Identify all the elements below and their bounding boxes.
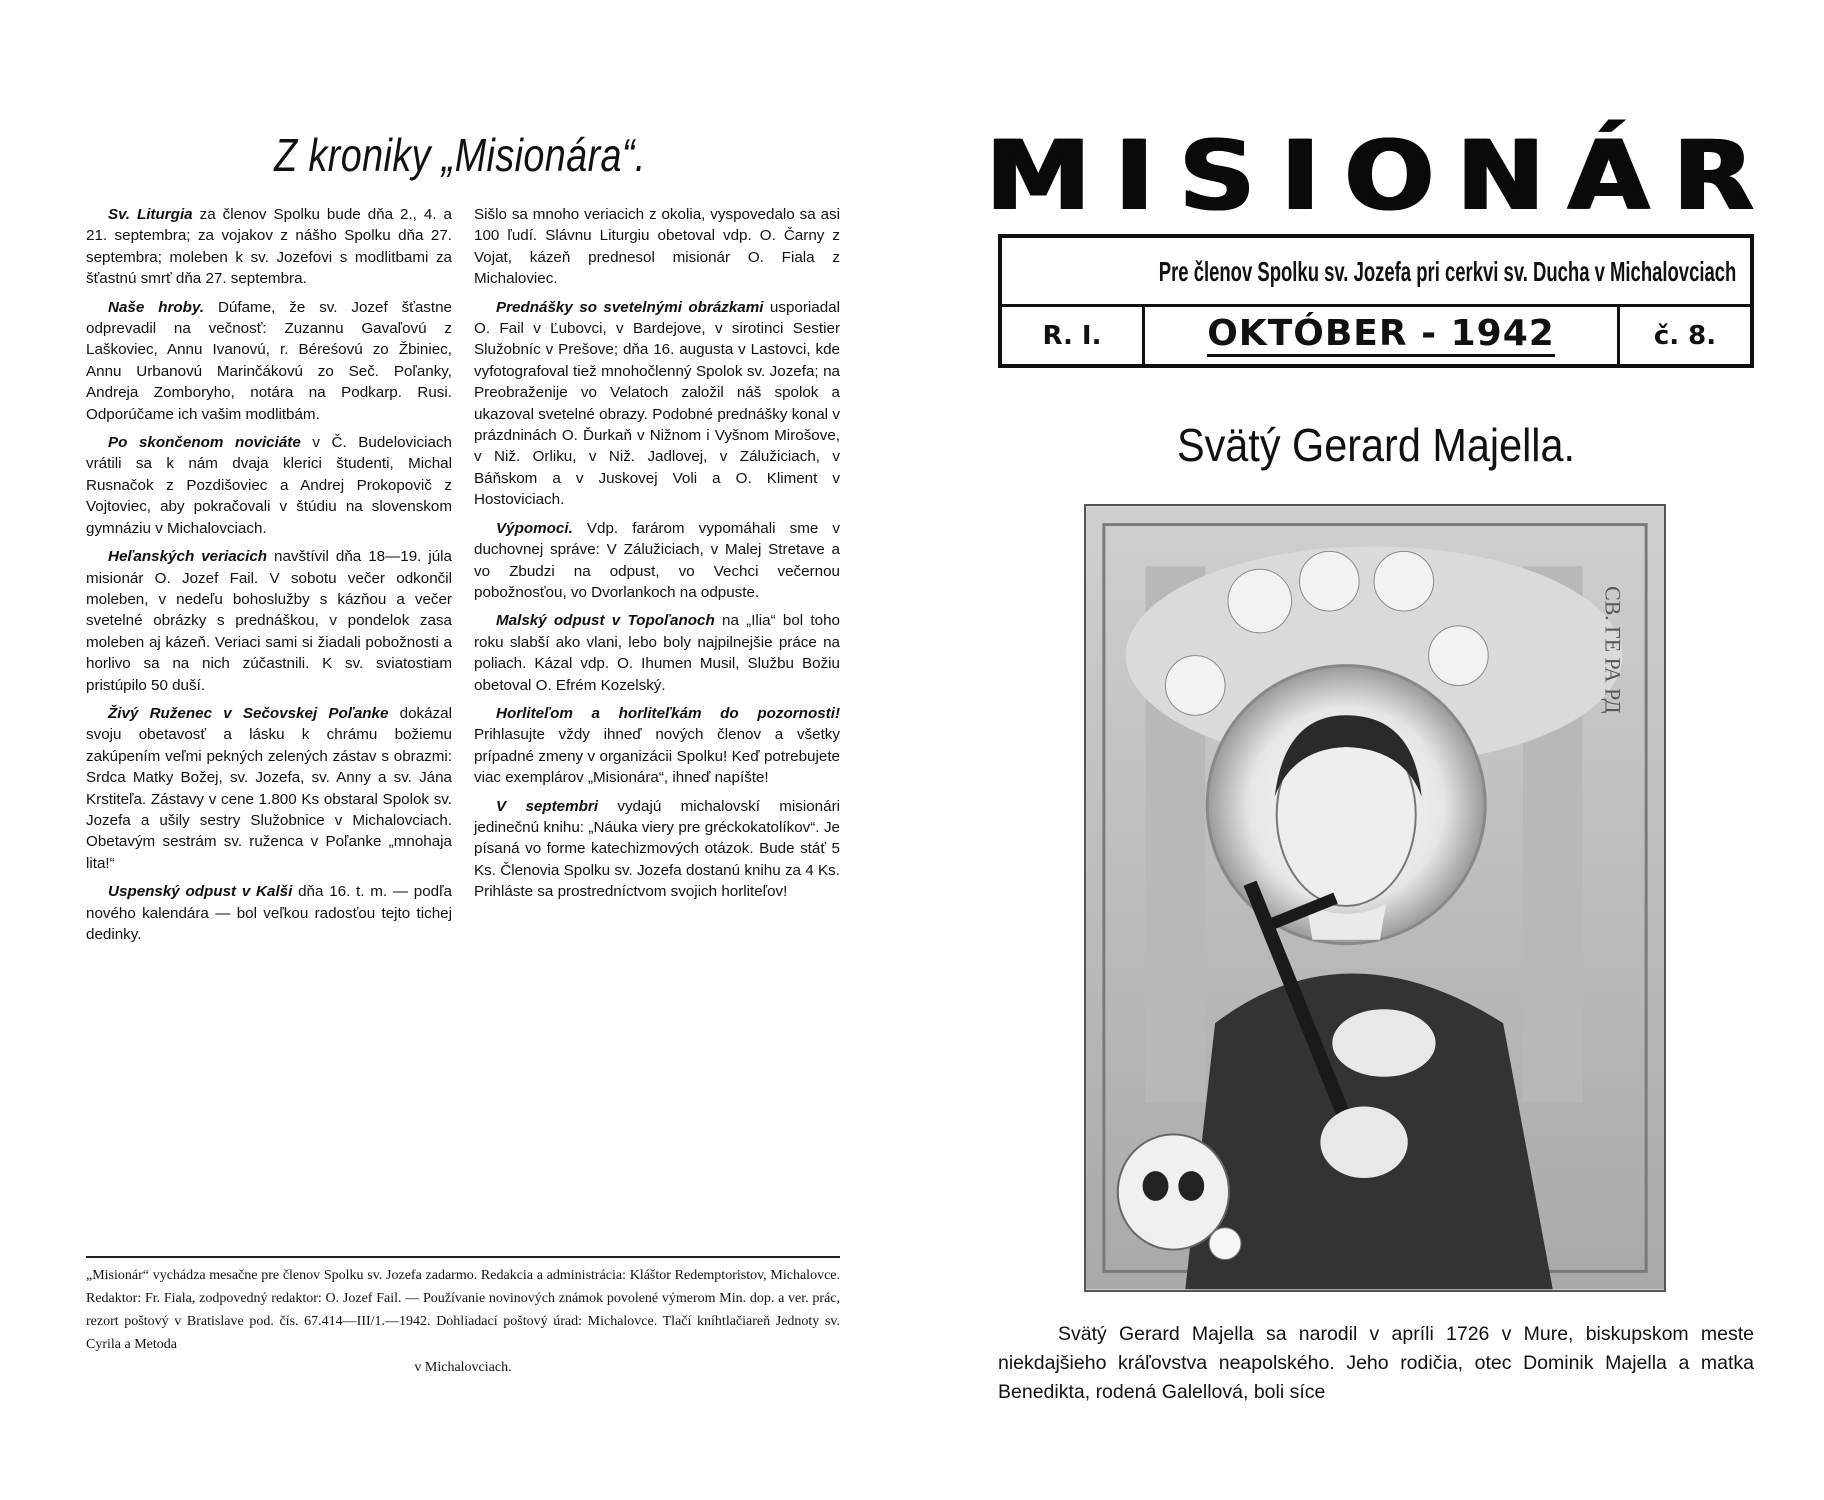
paragraph-text: dňa 16. t. m. — podľa nového kalendára — bol veľkou radosťou tejto tichej dedinky.	[86, 883, 452, 943]
paragraph-lead: Uspenský odpust v Kalši	[108, 883, 293, 901]
paragraph-lead: Malský odpust v Topoľanoch	[496, 612, 715, 630]
cherub-head	[1300, 551, 1360, 611]
paragraph-text: na „Ilia“ bol toho roku slabší ako vlani, lebo boly najpilnejšie práce na poliach. Kázal vdp. O. Ihumen Musil, Službu Božiu obetoval O. Efrém Kozelský.	[474, 612, 840, 694]
chronicle-title: Z kroniky „Misionára“.	[274, 129, 646, 181]
skull-eye	[1143, 1171, 1169, 1201]
cherub-head	[1228, 569, 1292, 633]
masthead-letter: N	[1456, 120, 1545, 232]
paragraph-text: dokázal svoju obetavosť a lásku k chrámu božiemu zakúpením veľmi pekných zelených zástav s obrazmi: Srdca Matky Božej, sv. Jozefa, sv. Anny a sv. Jána Krstiteľa. Zástavy v cene 1.800 Ks obstaral Spolok sv. Jozefa a ušily sestry Služobnice v Michalovciach. Obetavým sestrám sv. ruženca v Poľanke „mnohaja lita!“	[86, 704, 453, 872]
issue-date: OKTÓBER - 1942	[1207, 314, 1555, 357]
skull-eye	[1178, 1171, 1204, 1201]
paragraph-lead: Po skončenom noviciáte	[108, 434, 301, 452]
masthead-letter: M	[985, 120, 1091, 232]
paragraph-lead: Horliteľom a horliteľkám do pozornosti!	[496, 704, 840, 722]
cherub-head	[1429, 626, 1489, 686]
paragraph-lead: Prednášky so svetelnými obrázkami	[496, 298, 764, 316]
saint-hand	[1320, 1107, 1407, 1179]
saint-portrait	[1084, 504, 1666, 1292]
masthead-letter: S	[1178, 120, 1255, 232]
chronicle-paragraph	[86, 204, 452, 290]
paragraph-lead: Naše hroby.	[108, 298, 205, 316]
volume-label: R. I.	[1002, 307, 1145, 364]
lily-flower	[1209, 1228, 1241, 1260]
paragraph-text: navštívil dňa 18—19. júla misionár O. Jozef Fail. V sobotu večer odkončil moleben, v nedeľu bohoslužby s kázňou a večer svetelné obrázky s prednáškou, v pondelok zasa moleben aj kázeň. Veriaci sami si žiadali pobožnosti a horlivo sa na nich zúčastnili. K sv. sviatostiam pristúpilo 50 duší.	[86, 548, 453, 694]
paragraph-lead: Živý Ruženec v Sečovskej Poľanke	[108, 704, 389, 722]
paragraph-text: Vdp. farárom vypomáhali sme v duchovnej správe: V Zálužiciach, v Malej Stretave a vo Zbudzi na odpust, vo Vechci večernou pobožnosťou, vo Dvorlankoch na odpuste.	[474, 519, 840, 601]
saint-hand	[1332, 1009, 1435, 1077]
chronicle-paragraph	[474, 703, 840, 789]
paragraph-text: Prihlasujte vždy ihneď nových členov a všetky prípadné zmeny v organizácii Spolku! Keď potrebujete viac exemplárov „Misionára“, ihneď napíšte!	[474, 726, 840, 787]
paragraph-lead: Sv. Liturgia	[108, 206, 193, 223]
right-page	[912, 0, 1824, 1500]
paragraph-lead: V septembri	[496, 797, 599, 815]
paragraph-text: Dúfame, že sv. Jozef šťastne odprevadil na večnosť: Zuzannu Gavaľovú z Laškoviec, Annu Ivanovú, r. Béreśovú zo Žbiniec, Annu Urbanovú Marinčákovú zo Seč. Poľanky, Andreja Zomboryho, notára na Podkarp. Rusi. Odporúčame ich vašim modlitbám.	[86, 298, 453, 423]
issue-date-cell	[1145, 307, 1617, 364]
portrait-illustration	[1086, 506, 1664, 1290]
masthead-letter: I	[1114, 120, 1154, 232]
icon-inscription: СВ. ГЕ РА РД	[1600, 586, 1625, 714]
paragraph-text: v Č. Budeloviciach vrátili sa k nám dvaja klerici študenti, Michal Rusnačok z Pozdišoviec a Andrej Prokopovič z Vojtoviec, aby pokračovali v štúdiu na slovenskom gymnáziu v Michalovciach.	[86, 434, 452, 537]
chronicle-paragraph	[474, 796, 840, 903]
chronicle-paragraph	[86, 432, 452, 539]
chronicle-paragraph	[86, 881, 452, 945]
article-title: Svätý Gerard Majella.	[1176, 419, 1576, 471]
issue-number: č. 8.	[1617, 307, 1750, 364]
chronicle-paragraph	[86, 297, 452, 425]
masthead-letter: O	[1344, 120, 1434, 232]
paragraph-text: usporiadal O. Fail v Ľubovci, v Bardejove, v sirotinci Sestier Služobníc v Prešove; dňa 16. augusta v Lastovci, kde vyfotografoval tiež mnohočlenný Spolok sv. Jozefa; na Preobraženije vo Velatoch založil náš spolok a ukazoval svetelné obrazy. Podobné prednášky konal v prázdninách O. Ďurkaň v Nižnom i Vyšnom Mirošove, v Niž. Orliku, v Niž. Jadlovej, v Zálužiciach, v Báňskom a v Juskovej Voli a O. Kliment v Hostoviciach.	[474, 298, 840, 509]
chronicle-column-left	[86, 204, 452, 952]
paragraph-text: za členov Spolku bude dňa 2., 4. a 21. septembra; za vojakov z nášho Spolku dňa 27. septembra; moleben k sv. Jozefovi s modlitbami za šťastnú smrť dňa 27. septembra.	[86, 206, 452, 288]
publication-note	[86, 1264, 840, 1379]
chronicle-paragraph	[474, 204, 840, 290]
chronicle-paragraph	[474, 297, 840, 511]
article-body: Svätý Gerard Majella sa narodil v apríli 1726 v Mure, biskupskom meste niekdajšieho kráľovstva neapolského. Jeho rodičia, otec Dominik Majella a matka Benedikta, rodená Galellová, boli síce	[998, 1323, 1754, 1403]
masthead-subtitle-text: Pre členov Spolku sv. Jozefa pri cerkvi sv. Ducha v Michalovciach	[1158, 256, 1737, 287]
chronicle-paragraph	[474, 610, 840, 696]
masthead-title	[985, 120, 1754, 232]
masthead-issue-row	[1002, 304, 1750, 364]
cherub-head	[1374, 551, 1434, 611]
masthead-letter: I	[1280, 120, 1320, 232]
publication-note-text: „Misionár“ vychádza mesačne pre členov Spolku sv. Jozefa zadarmo. Redakcia a administrácia: Kláštor Redemptoristov, Michalovce. Redaktor: Fr. Fiala, zodpovedný redaktor: O. Jozef Fail. — Používanie novinových známok povolené výmerom Min. dop. a ver. prác, rezort poštový v Bratislave pod. čís. 67.414—III/1.—1942. Dohliadací poštový úrad: Michalovce. Tlačí kníhtlačiareň Jednoty sv. Cyrila a Metoda	[86, 1268, 840, 1352]
footer-divider	[86, 1256, 840, 1258]
masthead-subtitle	[1010, 250, 1742, 294]
paragraph-text: vydajú michalovskí misionári jedinečnú knihu: „Náuka viery pre gréckokatolíkov“. Je písaná vo forme katechizmových otázok. Bude stáť 5 Ks. Členovia Spolku sv. Jozefa dostanú knihu za 4 Ks. Prihláste sa prostredníctvom svojich horliteľov!	[474, 797, 840, 901]
paragraph-lead: Výpomoci.	[496, 519, 573, 537]
cherub-head	[1165, 656, 1225, 716]
chronicle-paragraph	[474, 518, 840, 604]
masthead-letter: R	[1672, 120, 1754, 232]
paragraph-text: Sišlo sa mnoho veriacich z okolia, vyspovedalo sa asi 100 ľudí. Slávnu Liturgiu obetoval vdp. O. Čarny z Vojat, kázeň prednesol misionár O. Fiala z Michaloviec.	[474, 206, 840, 288]
publication-note-place: v Michalovciach.	[414, 1360, 512, 1375]
chronicle-paragraph	[86, 546, 452, 696]
chronicle-paragraph	[86, 703, 452, 874]
chronicle-column-right	[474, 204, 840, 910]
masthead-box	[998, 234, 1754, 368]
masthead-letter: Á	[1567, 120, 1650, 232]
paragraph-lead: Heľanských veriacich	[108, 548, 268, 566]
skull	[1118, 1134, 1229, 1249]
